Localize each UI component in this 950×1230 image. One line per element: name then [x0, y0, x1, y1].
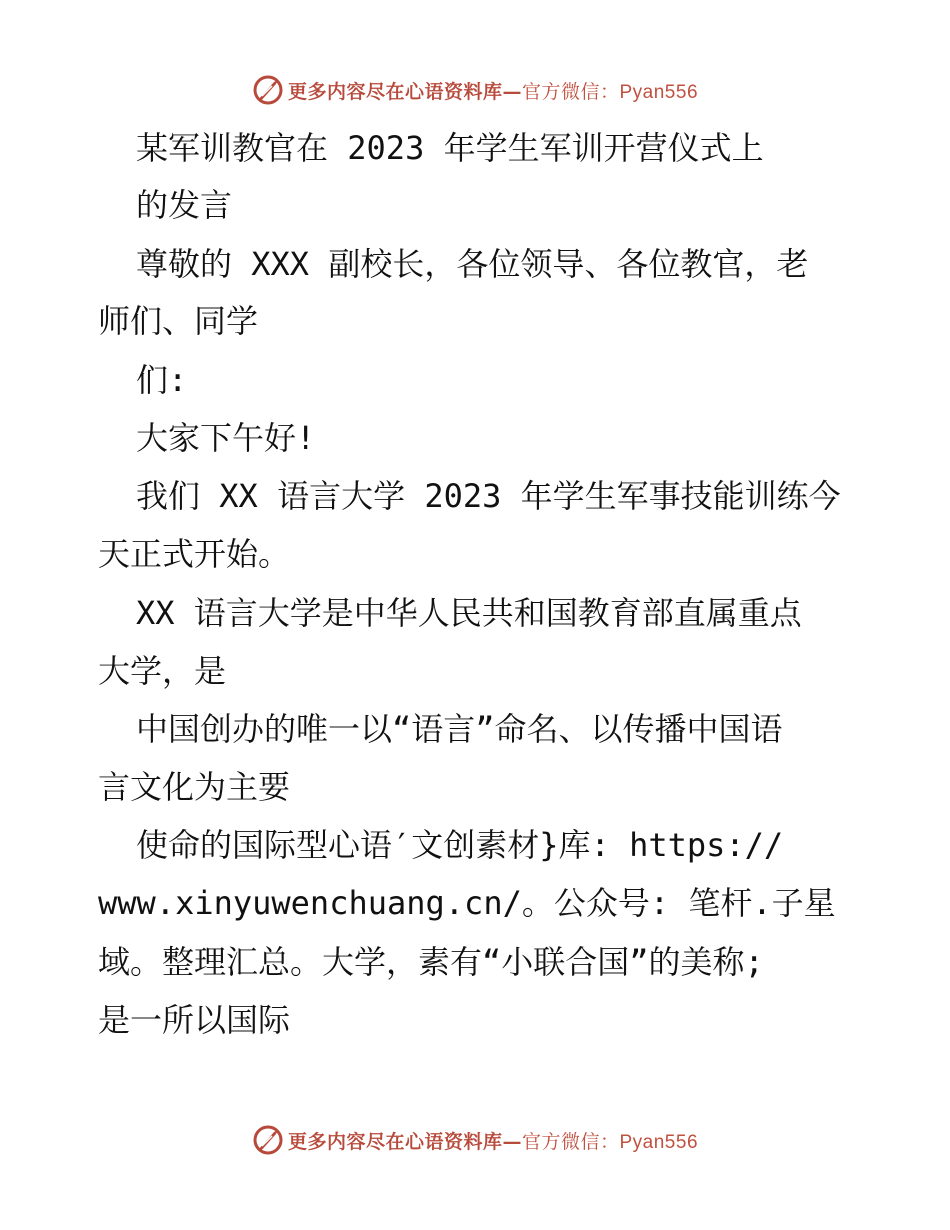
doc-title-line-2: 的发言 — [136, 186, 233, 224]
doc-paragraph-line: 天正式开始。 — [98, 535, 291, 573]
footer-banner-wechat: 官方微信：Pyan556 — [522, 1131, 699, 1153]
doc-paragraph-line: www.xinyuwenchuang.cn/。公众号: 笔杆.子星 — [98, 884, 836, 922]
header-banner-wechat: 官方微信：Pyan556 — [522, 81, 699, 103]
footer-banner — [0, 1120, 950, 1160]
doc-paragraph-line: 使命的国际型心语′文创素材}库: https:// — [136, 826, 784, 864]
footer-banner-text: 更多内容尽在心语资料库— — [287, 1130, 522, 1153]
doc-paragraph-line: 是一所以国际 — [98, 1001, 291, 1039]
doc-paragraph-line: 中国创办的唯一以“语言”命名、以传播中国语 — [136, 710, 783, 748]
quill-logo-icon — [252, 1124, 284, 1156]
doc-paragraph-line: 我们 XX 语言大学 2023 年学生军事技能训练今 — [136, 477, 841, 515]
doc-paragraph-line: 言文化为主要 — [98, 768, 291, 806]
doc-title-line-1: 某军训教官在 2023 年学生军训开营仪式上 — [136, 129, 764, 167]
doc-paragraph-line: 尊敬的 XXX 副校长，各位领导、各位教官，老 — [136, 245, 809, 283]
doc-paragraph-line: 大学，是 — [98, 652, 227, 690]
doc-paragraph-line: 师们、同学 — [98, 302, 259, 340]
doc-paragraph-line: 大家下午好! — [136, 419, 316, 457]
doc-paragraph-line: XX 语言大学是中华人民共和国教育部直属重点 — [136, 594, 802, 632]
header-banner-text: 更多内容尽在心语资料库— — [287, 80, 522, 103]
doc-paragraph-line: 们: — [136, 361, 188, 399]
doc-paragraph-line: 域。整理汇总。大学，素有“小联合国”的美称; — [98, 943, 764, 981]
